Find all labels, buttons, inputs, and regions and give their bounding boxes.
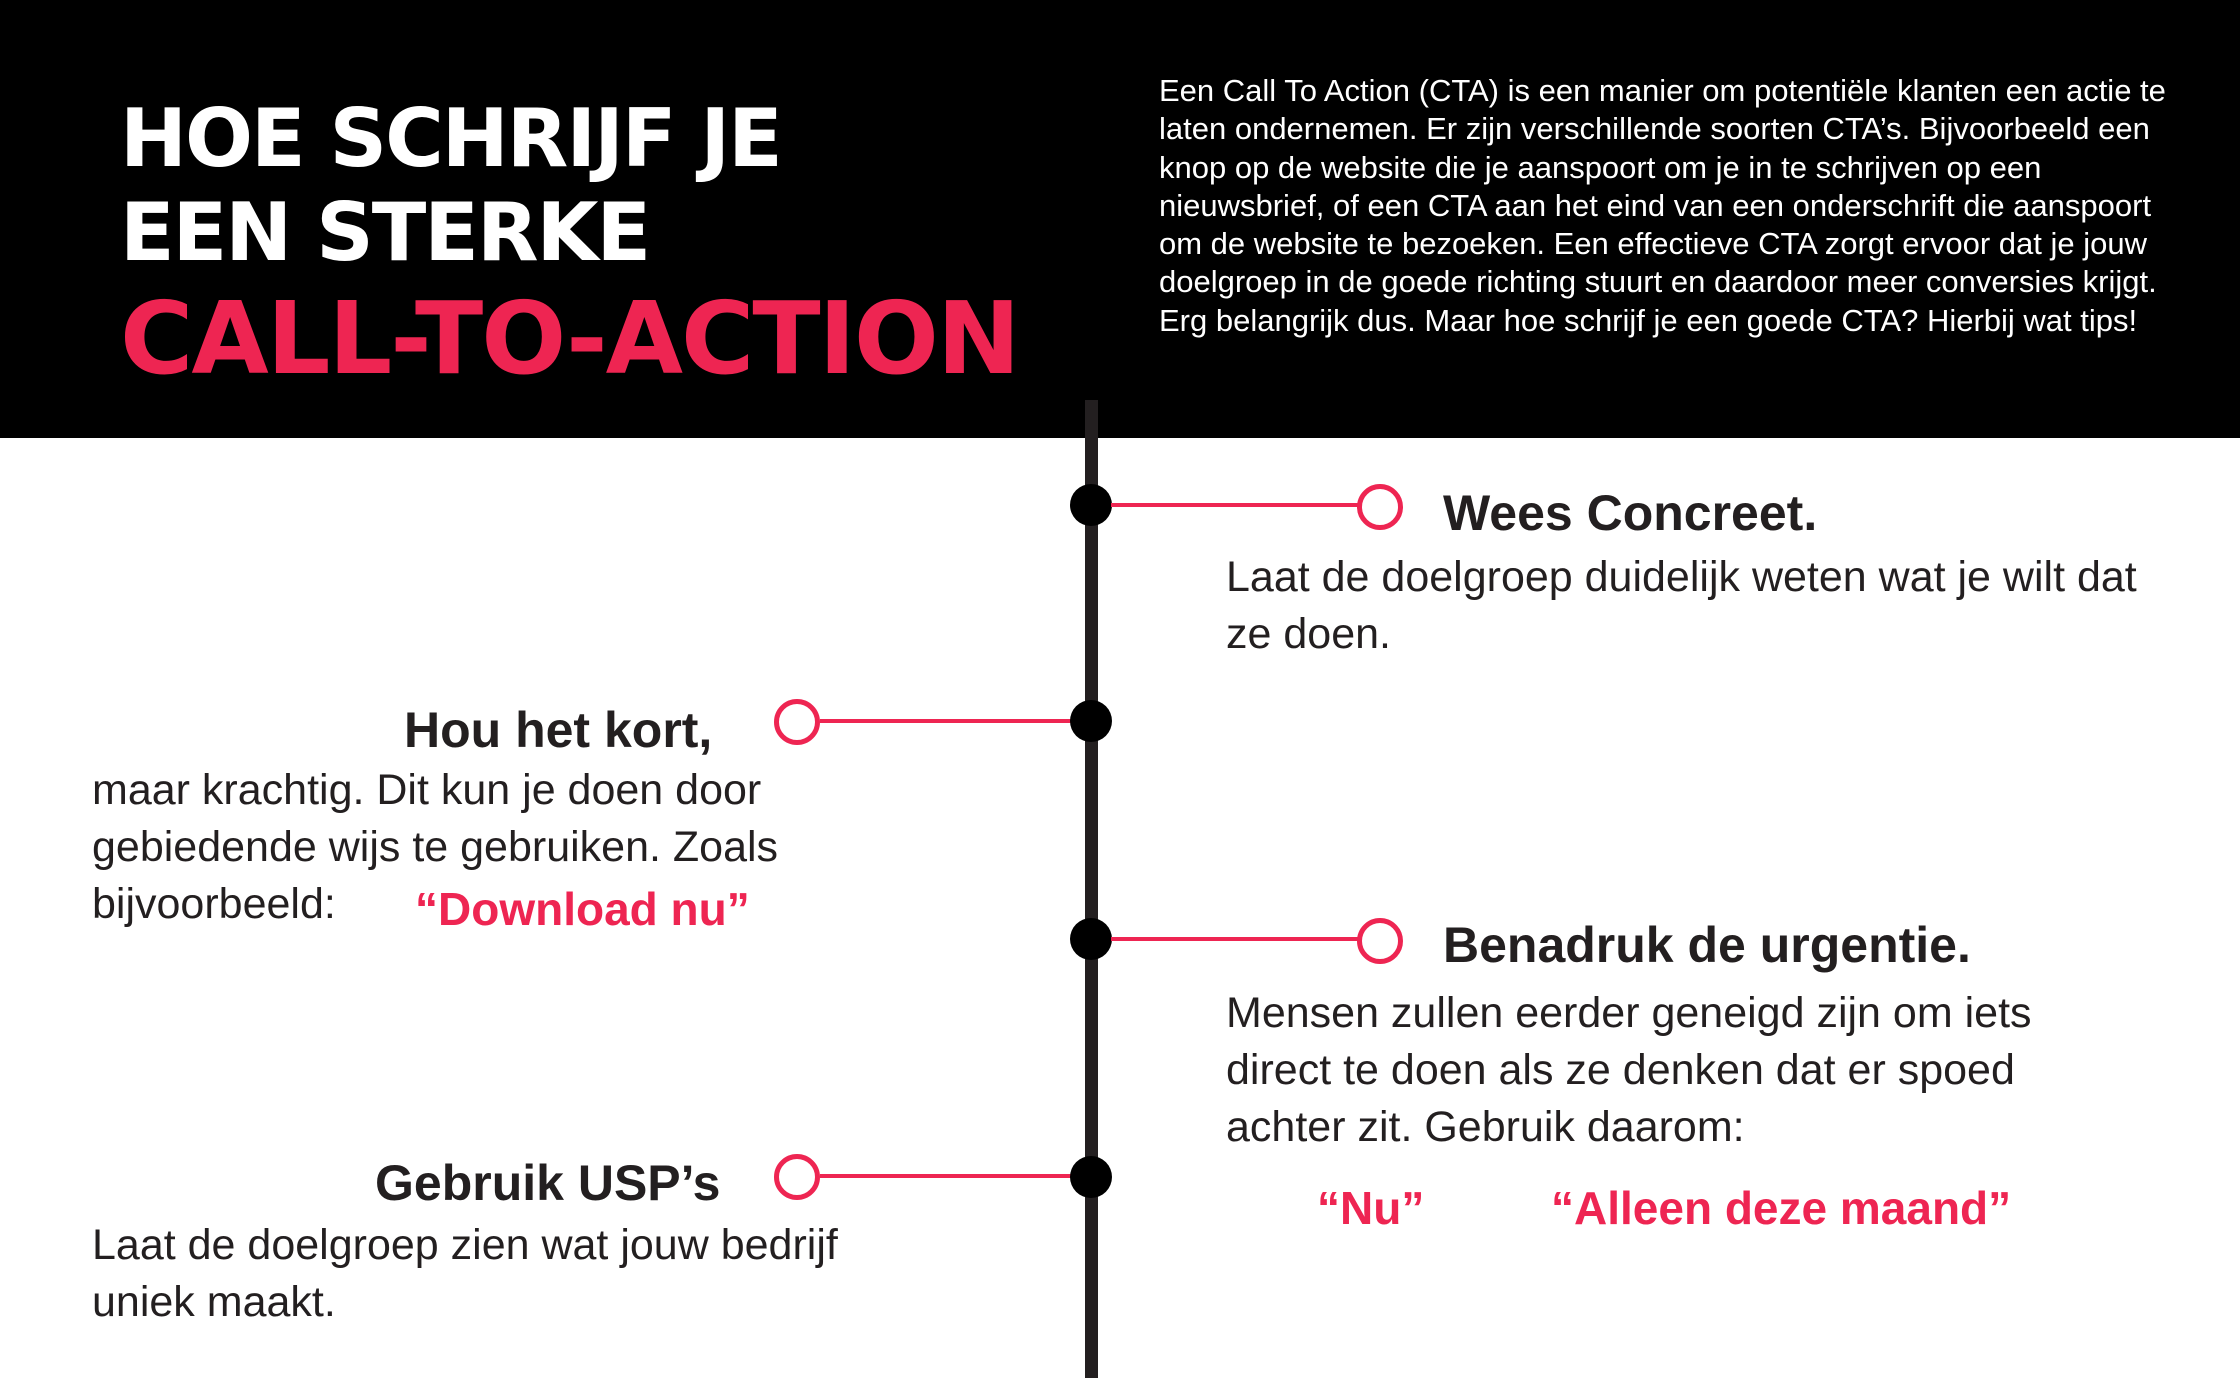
tip-body-2: maar krachtig. Dit kun je doen door gebiedende wijs te gebruiken. Zoals bijvoorbeeld: bbox=[92, 766, 779, 928]
connector-2 bbox=[820, 719, 1080, 723]
tip-title-1: Wees Concreet. bbox=[1443, 485, 1818, 541]
ring-marker-4 bbox=[774, 1154, 820, 1200]
tip-body-4: Laat de doelgroep zien wat jouw bedrijf uniek maakt. bbox=[92, 1221, 838, 1326]
title-line-3-accent: CALL-TO-ACTION bbox=[120, 280, 1019, 397]
example-alleen-deze-maand: “Alleen deze maand” bbox=[1551, 1182, 2012, 1234]
timeline-spine bbox=[1085, 400, 1098, 1378]
tip-title-2: Hou het kort, bbox=[404, 702, 713, 758]
timeline-dot-1 bbox=[1070, 484, 1112, 526]
timeline-dot-3 bbox=[1070, 918, 1112, 960]
intro-paragraph: Een Call To Action (CTA) is een manier om potentiële klanten een actie te laten ondernemen. Er zijn verschillende soorten CTA’s. Bijvoorbeeld een knop op de website die je aanspoort om je in te schrijven op een nieuwsbrief, of een CTA aan het eind van een onderschrift die aanspoort om de website te bezoeken. Een effectieve CTA zorgt ervoor dat je jouw doelgroep in de goede richting stuurt en daardoor meer conversies krijgt. Erg belangrijk dus. Maar hoe schrijf je een goede CTA? Hierbij wat tips! bbox=[1159, 73, 2166, 338]
timeline-dot-4 bbox=[1070, 1156, 1112, 1198]
ring-marker-2 bbox=[774, 699, 820, 745]
example-nu: “Nu” bbox=[1317, 1182, 1425, 1234]
connector-1 bbox=[1111, 503, 1366, 507]
ring-marker-3 bbox=[1357, 918, 1403, 964]
connector-3 bbox=[1111, 937, 1366, 941]
timeline-dot-2 bbox=[1070, 700, 1112, 742]
title-line-1: HOE SCHRIJF JE bbox=[120, 92, 781, 185]
title-line-2: EEN STERKE bbox=[120, 186, 650, 279]
ring-marker-1 bbox=[1357, 484, 1403, 530]
tip-title-4: Gebruik USP’s bbox=[375, 1155, 721, 1211]
header-banner bbox=[0, 0, 2240, 438]
example-download-nu: “Download nu” bbox=[415, 883, 750, 935]
tip-body-1: Laat de doelgroep duidelijk weten wat je wilt dat ze doen. bbox=[1226, 553, 2137, 658]
tip-title-3: Benadruk de urgentie. bbox=[1443, 917, 1971, 973]
connector-4 bbox=[820, 1174, 1080, 1178]
page-title bbox=[120, 92, 1019, 398]
tip-body-3: Mensen zullen eerder geneigd zijn om iets direct te doen als ze denken dat er spoed achter zit. Gebruik daarom: bbox=[1226, 989, 2032, 1151]
